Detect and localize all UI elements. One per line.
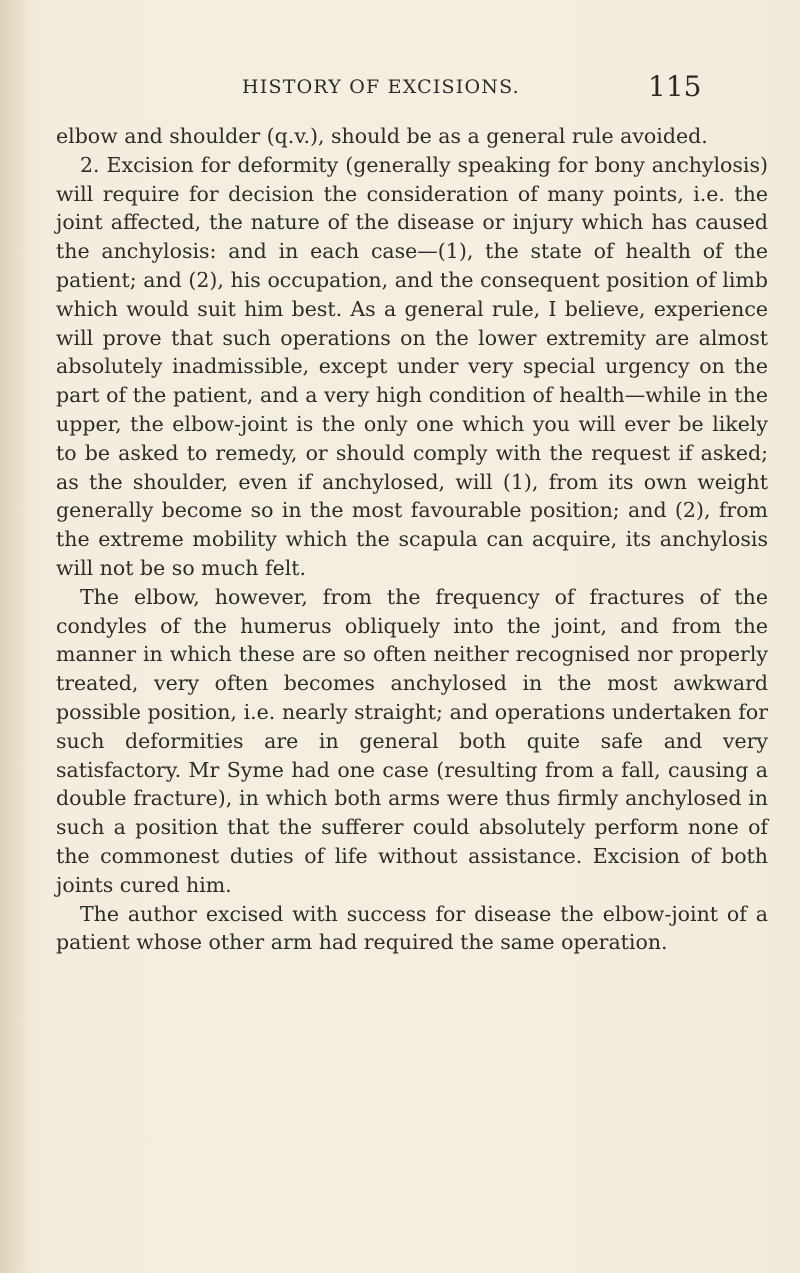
paragraph-continuation: elbow and shoulder (q.v.), should be as a general rule avoided. (56, 124, 708, 148)
body-text (56, 122, 768, 957)
page-number: 115 (648, 70, 702, 103)
page-gutter-shadow (0, 0, 30, 1273)
paragraph-author-case: The author excised with success for disease the elbow-joint of a patient whose other arm had required the same operation. (56, 901, 768, 955)
running-title: HISTORY OF EXCISIONS. (242, 76, 520, 98)
paragraph-deformity-excision: 2. Excision for deformity (generally speaking for bony anchylosis) will require for decision the consideration of many points, i.e. the joint affected, the nature of the disease or injury which has caused the anchylosis: and in each case—(1), the state of health of the patient; and (2), his occupation, and the consequent position of limb which would suit him best. As a general rule, I believe, experience will prove that such operations on the lower extremity are almost absolutely inadmissible, except under very special urgency on the part of the patient, and a very high condition of health—while in the upper, the elbow-joint is the only one which you will ever be likely to be asked to remedy, or should comply with the request if asked; as the shoulder, even if anchylosed, will (1), from its own weight generally become so in the most favourable position; and (2), from the extreme mobility which the scapula can acquire, its anchylosis will not be so much felt. (56, 152, 768, 580)
page-header (0, 72, 800, 112)
paragraph-elbow: The elbow, however, from the frequency of fractures of the condyles of the humerus obliquely into the joint, and from the manner in which these are so often neither recognised nor properly treated, very often becomes anchylosed in the most awkward possible position, i.e. nearly straight; and operations undertaken for such deformities are in general both quite safe and very satisfactory. Mr Syme had one case (resulting from a fall, causing a double fracture), in which both arms were thus firmly anchylosed in such a position that the sufferer could absolutely perform none of the commonest duties of life without assistance. Excision of both joints cured him. (56, 584, 768, 897)
